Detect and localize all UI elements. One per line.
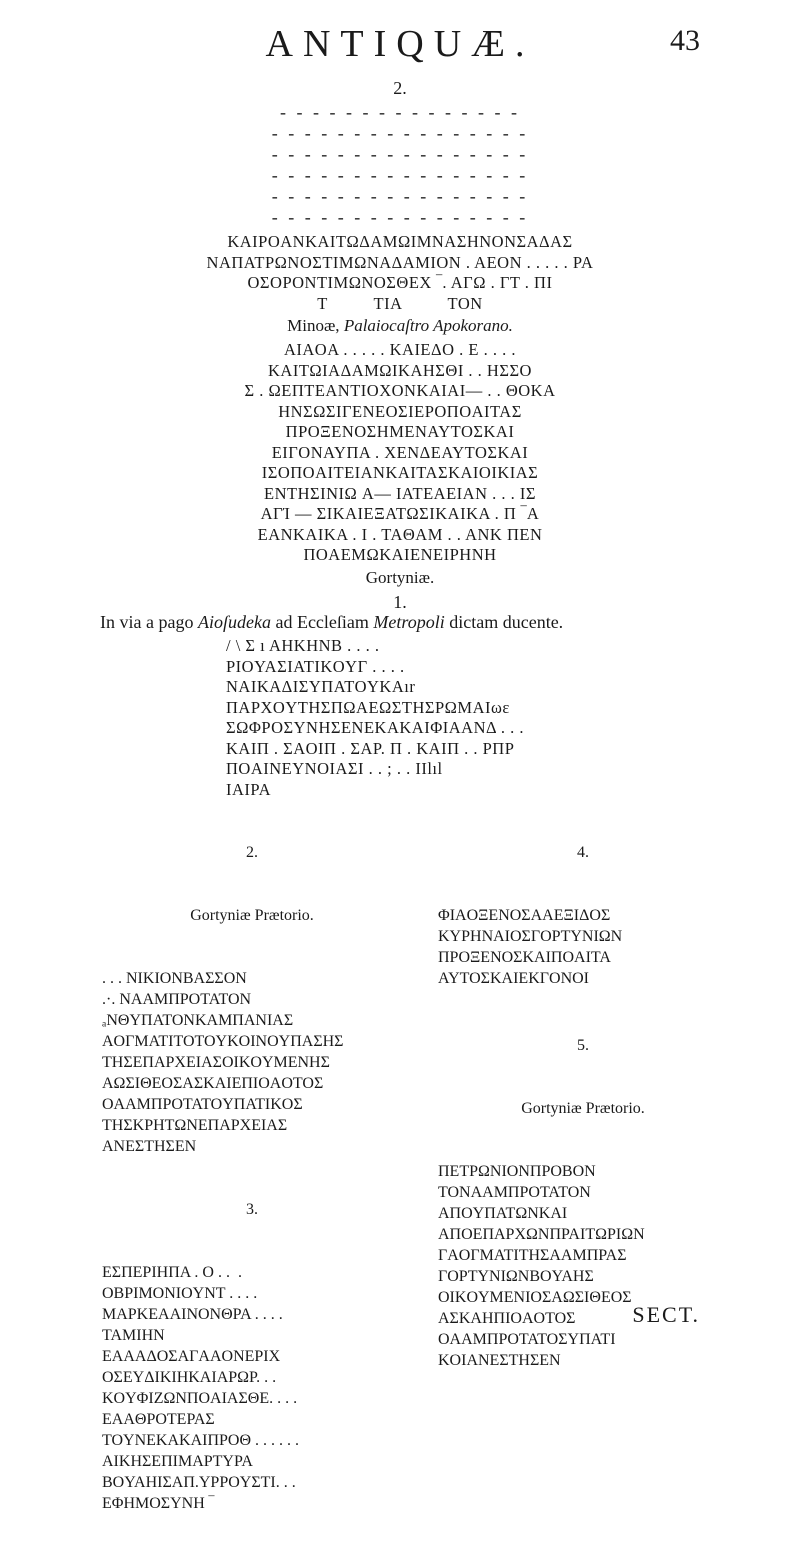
inscription-text [438,905,728,989]
inscription-line: - - - - - - - - - - - - - - - - [271,123,529,143]
inscription-line: OAAMΠPOTATOYΠATIKOΣ [102,1096,303,1113]
inscription-line: AIKHΣEΠIMAPTYPA [102,1453,253,1470]
inscription-line: ΓAOΓMATITHΣAAMΠPAΣ [438,1247,627,1264]
lead-text: dictam ducente. [444,612,564,632]
inscription-line: ΠOAEMΩKAIENEIPHNH [303,545,497,564]
caption-place: Minoæ, [287,316,344,335]
lacuna-dashes [0,102,800,228]
inscription-number: 5. [577,1037,589,1054]
inscription-line: . . . NIKIONBAΣΣON [102,970,247,987]
inscription-line: THΣKPHTΩNEΠAPXEIAΣ [102,1117,288,1134]
inscription-line: ENTHΣINIΩ A— IATEAEIAN . . . IΣ [264,483,536,503]
left-column [102,800,402,1556]
inscription-line: AΓΊ — ΣIKAIEΞATΩΣIKAIKA . Π ‾A [260,504,540,523]
inscription-line: EANKAIKA . I . TAΘAM . . ANK ΠEN [257,524,543,544]
inscription-line: EIΓONAYΠA . XENΔEAYTOΣKAI [271,442,529,462]
inscription-line: AΠOYΠATΩNKAI [438,1205,568,1222]
inscription-line: - - - - - - - - - - - - - - - - [271,207,529,227]
provenance-note [100,612,563,633]
inscription-line: ΠPOΞENOΣHMENAYTOΣKAI [285,422,515,441]
caption-place-italic: Palaiocaſtro Apokorano. [343,316,513,335]
inscription-line: HNΣΩΣIΓENEOΣIEPOΠOAITAΣ [278,401,522,421]
inscription-line: TAMIHN [102,1327,165,1344]
inscription-line: ΠPOΞENOΣKAIΠOAITA [438,949,611,966]
inscription-line: IΣOΠOAITEIANKAITAΣKAIOIKIAΣ [261,463,539,482]
inscription-line: - - - - - - - - - - - - - - - - [271,165,529,185]
lead-text: In via a pago [100,612,198,632]
inscription-number: 2. [246,844,258,861]
running-title: ANTIQUÆ. [265,23,535,65]
inscription-line: AYTOΣKAIEKΓONOI [438,970,589,987]
inscription-line: TOYNEKAKAIΠPOΘ . . . . . . [102,1432,300,1449]
inscription-line: EAAΘPOTEPAΣ [102,1411,215,1428]
inscription-line: OAAMΠPOTATOΣYΠATI [438,1331,616,1348]
catchword: SECT. [632,1302,700,1327]
inscription-line: OBPIMONIOYNT . . . . [102,1285,258,1302]
inscription-number: 1. [393,592,407,612]
inscription-line: OΣEYΔIKIHKAIAPΩP. . . [102,1369,277,1386]
inscription-number: 3. [246,1201,258,1218]
find-location: Gortyniæ Prætorio. [190,907,314,924]
inscription-line: IAIPA [226,779,271,799]
inscription-number: 4. [577,844,589,861]
inscription-line: ₐNΘYΠATONKAMΠANIAΣ [102,1012,294,1029]
inscription-line: ANEΣTHΣEN [102,1138,197,1155]
find-location: Gortyniæ. [365,568,435,587]
inscription-line: EAAAΔOΣAΓAAONEPIX [102,1348,281,1365]
inscription-line: T TIA TON [317,293,483,313]
inscription-line: AOΓMATITOTOYKOINOYΠAΣHΣ [102,1033,344,1050]
inscription-line: EΣΠEPIHΠA . O . . . [102,1264,242,1281]
inscription-line: KYPHNAIOΣΓOPTYNIΩN [438,928,623,945]
inscription-text [0,340,800,566]
inscription-text [102,1262,402,1514]
inscription-line: BOYAHIΣAΠ.YPPOYΣTI. . . [102,1474,296,1491]
lead-text: ad Eccleſiam [270,612,374,632]
inscription-line: ΠOAINEYNOIAΣI . . ; . . IIlıl [226,759,443,778]
inscription-line: KAIPOANKAITΩΔAMΩIMNAΣHNONΣAΔAΣ [227,232,573,251]
inscription-line: AIAOA . . . . . KAIEΔO . E . . . . [283,340,516,359]
inscription-line: PIOYAΣIATIKOYΓ . . . . [226,656,405,676]
inscription-line: - - - - - - - - - - - - - - - - [271,186,529,206]
inscription-line: KOYΦIZΩNΠOAIAΣΘE. . . . [102,1390,298,1407]
lead-place: Aioſudeka [197,612,271,632]
inscription-line: AΩΣIΘEOΣAΣKAIEΠIOAOTOΣ [102,1075,324,1092]
page-number: 43 [670,24,700,57]
inscription-line: .·. NAAMΠPOTATON [102,991,252,1008]
inscription-line: ΠAPXOYTHΣΠΩAEΩΣTHΣPΩMAIωε [226,697,510,717]
inscription-number: 2. [393,78,407,98]
inscription-line: AΣKAHΠIOAOTOΣ [438,1310,576,1327]
inscription-line: THΣEΠAPXEIAΣOIKOYMENHΣ [102,1054,330,1071]
inscription-line: KAITΩIAΔAMΩIKAHΣΘI . . HΣΣO [268,360,532,380]
lead-place: Metropoli [373,612,445,632]
inscription-line: NAΠATPΩNOΣTIMΩNAΔAMION . AEON . . . . . PA [206,252,594,272]
inscription-line: - - - - - - - - - - - - - - - [280,102,520,122]
inscription-line: AΠOEΠAPXΩNΠPAITΩPIΩN [438,1226,645,1243]
inscription-line: MAPKEAAINONΘPA . . . . [102,1306,283,1323]
inscription-text [0,232,800,314]
inscription-line: ΠETPΩNIONΠPOBON [438,1163,596,1180]
inscription-line: Σ . ΩEΠTEANTIOXONKAIAI— . . ΘOKA [244,381,556,400]
inscription-text [102,968,402,1157]
inscription-line: EΦHMOΣYNH ‾ [102,1495,215,1512]
find-location: Gortyniæ Prætorio. [521,1100,645,1117]
inscription-line: NAIKAΔIΣYΠATOYKAır [226,677,416,696]
inscription-text [226,636,524,800]
inscription-line: - - - - - - - - - - - - - - - - [271,144,529,164]
inscription-line: ΣΩΦPOΣYNHΣENEKAKAIΦIAANΔ . . . [226,718,524,737]
inscription-line: / \ Σ ı AHKHNB . . . . [226,636,380,655]
inscription-line: KOIANEΣTHΣEN [438,1352,561,1369]
find-location [0,316,800,336]
inscription-line: OIKOYMENIOΣAΩΣIΘEOΣ [438,1289,632,1306]
inscription-line: ΓOPTYNIΩNBOYAHΣ [438,1268,594,1285]
inscription-line: OΣOPONTIMΩNOΣΘEX ‾. AΓΩ . ΓT . ΠI [247,273,553,292]
inscription-text [438,1161,728,1371]
inscription-line: ΦIAOΞENOΣAAEΞIΔOΣ [438,907,611,924]
inscription-line: TONAAMΠPOTATON [438,1184,591,1201]
inscription-line: KAIΠ . ΣAOIΠ . ΣAP. Π . KAIΠ . . PΠP [226,738,515,758]
